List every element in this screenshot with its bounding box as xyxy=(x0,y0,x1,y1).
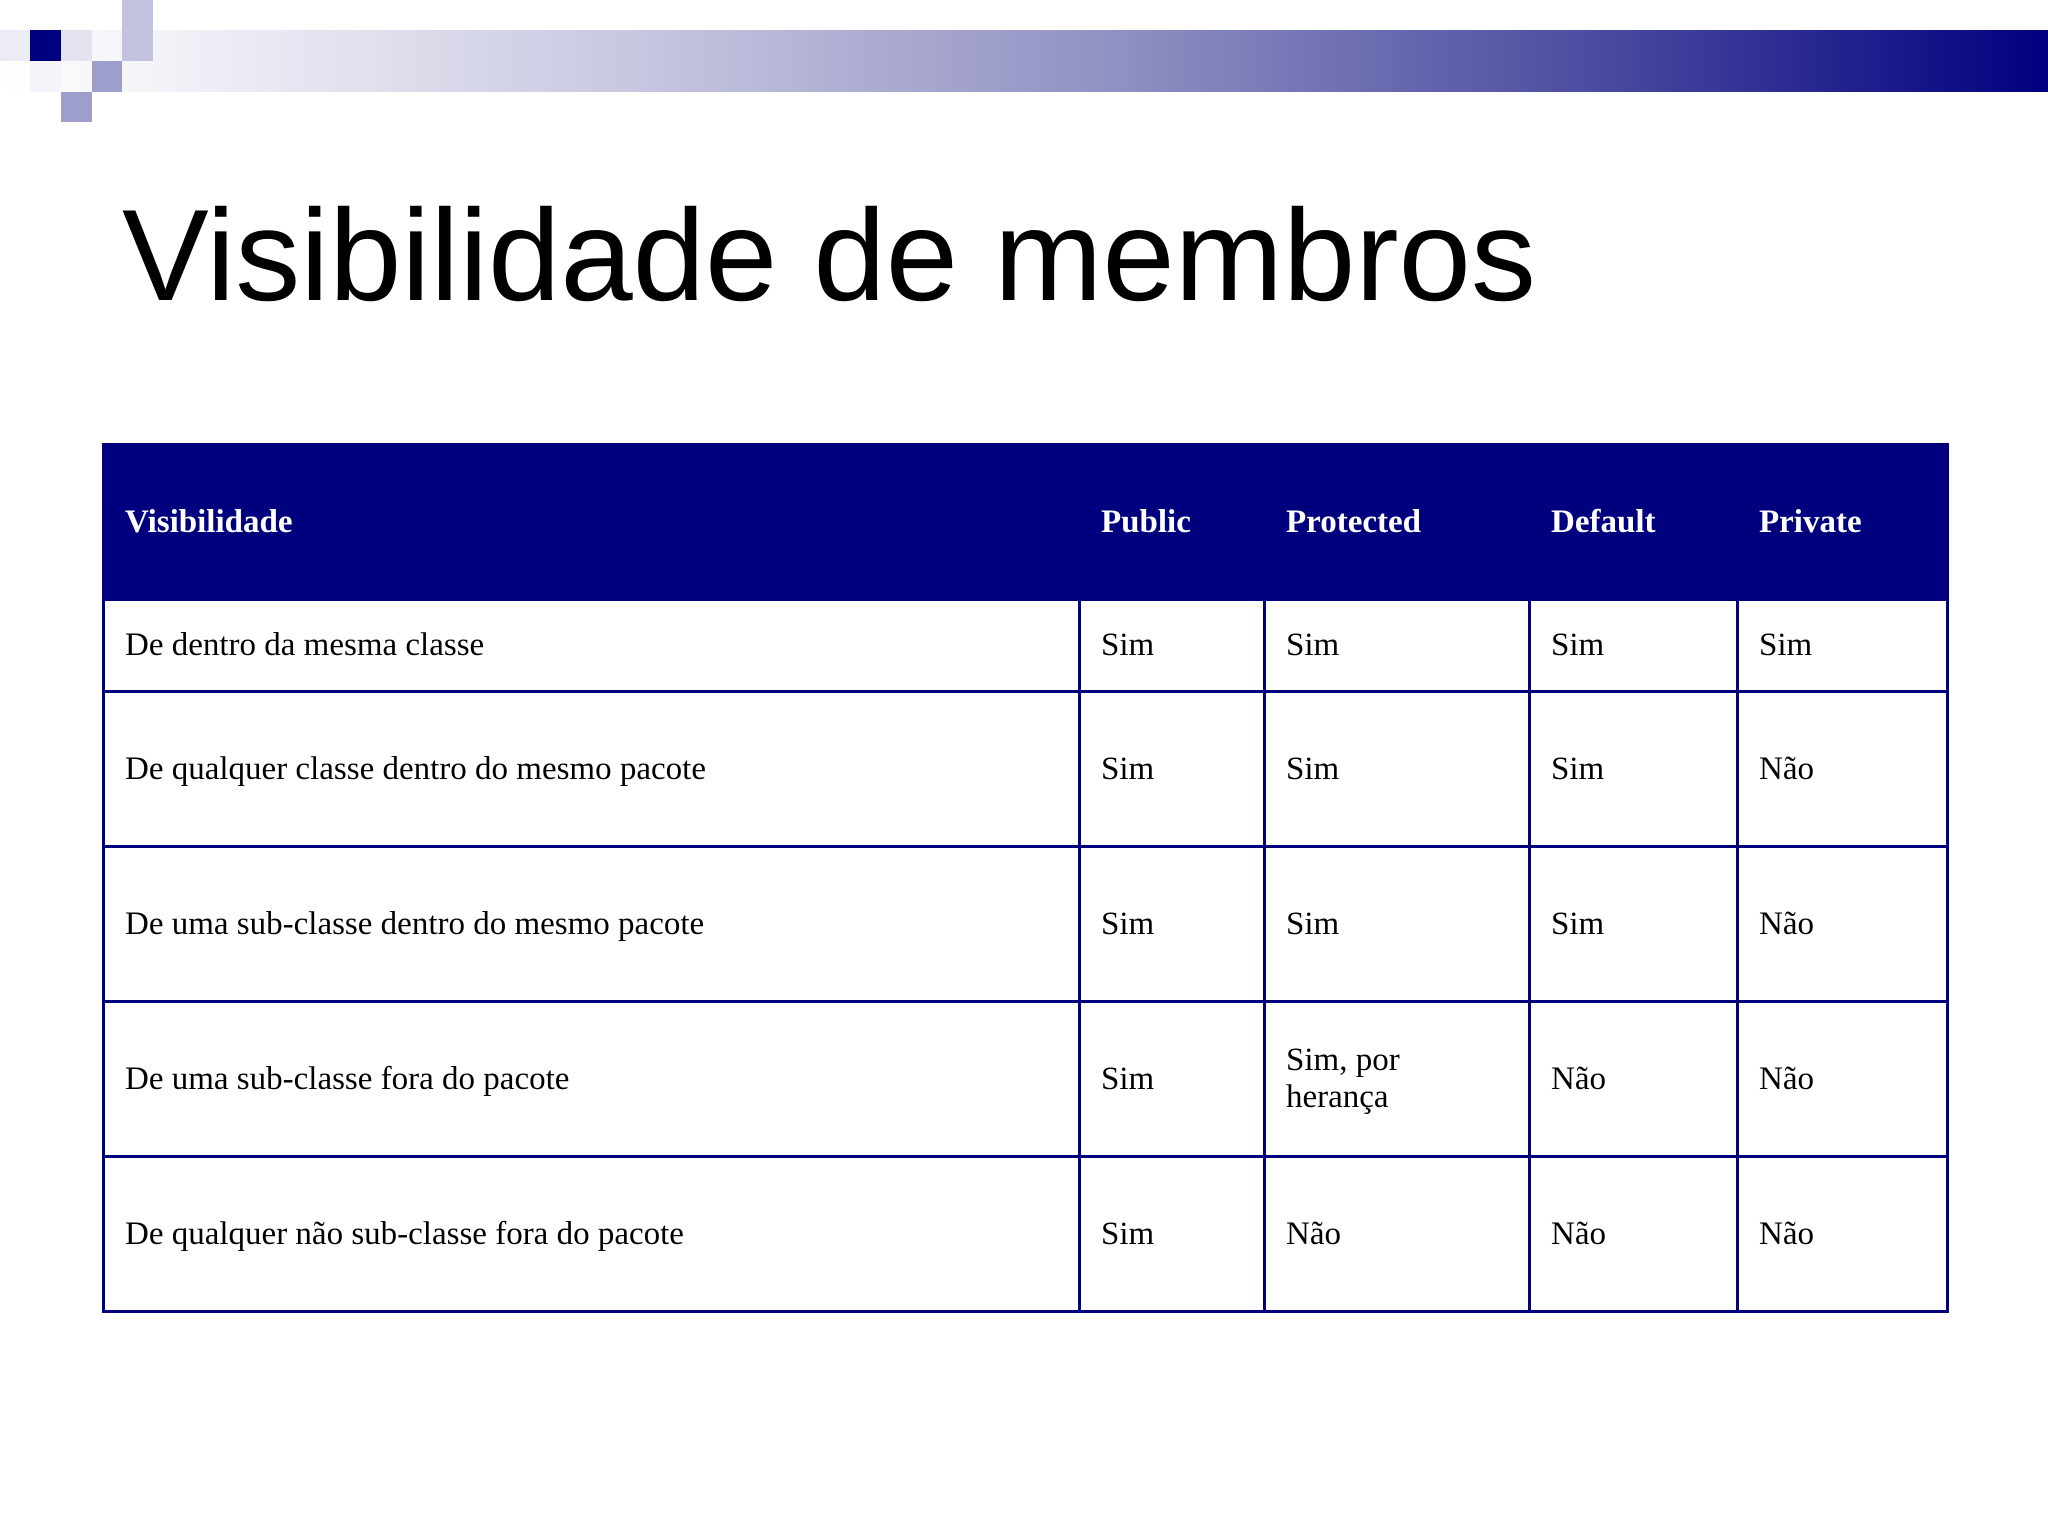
decorative-square xyxy=(0,30,30,61)
private-cell: Não xyxy=(1738,1002,1948,1157)
default-cell: Sim xyxy=(1530,600,1738,692)
header-cell-visibilidade: Visibilidade xyxy=(104,445,1080,600)
protected-cell: Sim, por herança xyxy=(1265,1002,1530,1157)
decorative-square xyxy=(61,30,92,61)
protected-cell: Não xyxy=(1265,1157,1530,1312)
table-row xyxy=(104,600,1948,692)
row-label-cell: De uma sub-classe fora do pacote xyxy=(104,1002,1080,1157)
default-cell: Não xyxy=(1530,1157,1738,1312)
table-row xyxy=(104,692,1948,847)
default-cell: Sim xyxy=(1530,847,1738,1002)
row-label-cell: De qualquer não sub-classe fora do pacote xyxy=(104,1157,1080,1312)
row-label-cell: De uma sub-classe dentro do mesmo pacote xyxy=(104,847,1080,1002)
decorative-square xyxy=(61,92,92,122)
private-cell: Não xyxy=(1738,847,1948,1002)
default-cell: Sim xyxy=(1530,692,1738,847)
decorative-square xyxy=(30,61,61,92)
public-cell: Sim xyxy=(1080,692,1265,847)
public-cell: Sim xyxy=(1080,600,1265,692)
table-header-row xyxy=(104,445,1948,600)
header-cell-default: Default xyxy=(1530,445,1738,600)
public-cell: Sim xyxy=(1080,847,1265,1002)
protected-cell: Sim xyxy=(1265,847,1530,1002)
header-cell-public: Public xyxy=(1080,445,1265,600)
protected-cell: Sim xyxy=(1265,692,1530,847)
decorative-square xyxy=(61,0,92,30)
header-gradient-bar xyxy=(0,30,2048,92)
private-cell: Não xyxy=(1738,692,1948,847)
protected-cell: Sim xyxy=(1265,600,1530,692)
table-row xyxy=(104,1002,1948,1157)
header-cell-private: Private xyxy=(1738,445,1948,600)
table-row xyxy=(104,1157,1948,1312)
header-cell-protected: Protected xyxy=(1265,445,1530,600)
slide-title: Visibilidade de membros xyxy=(122,182,1536,328)
public-cell: Sim xyxy=(1080,1002,1265,1157)
row-label-cell: De qualquer classe dentro do mesmo pacote xyxy=(104,692,1080,847)
visibility-table xyxy=(102,443,1949,1313)
decorative-square xyxy=(122,0,153,30)
table-row xyxy=(104,847,1948,1002)
public-cell: Sim xyxy=(1080,1157,1265,1312)
decorative-square xyxy=(92,61,122,92)
private-cell: Sim xyxy=(1738,600,1948,692)
decorative-square xyxy=(122,30,153,61)
row-label-cell: De dentro da mesma classe xyxy=(104,600,1080,692)
default-cell: Não xyxy=(1530,1002,1738,1157)
private-cell: Não xyxy=(1738,1157,1948,1312)
decorative-square xyxy=(30,30,61,61)
